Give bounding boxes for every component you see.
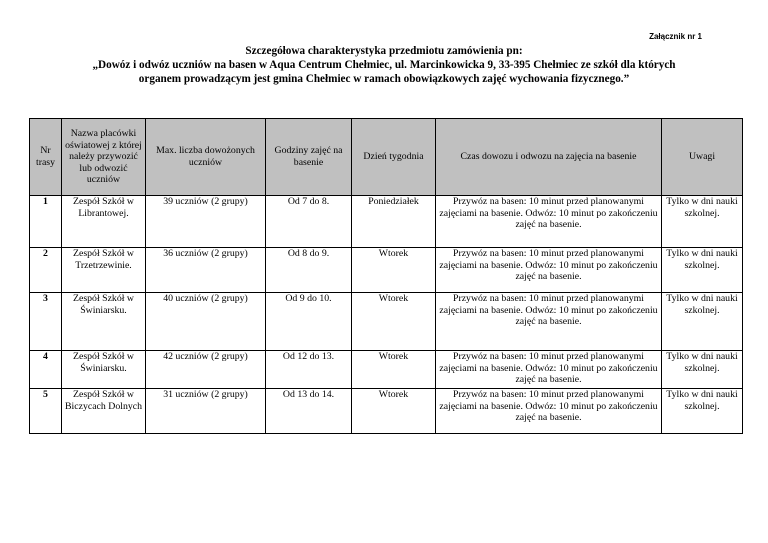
table-row bbox=[30, 389, 743, 434]
cell-max-students: 36 uczniów (2 grupy) bbox=[146, 248, 266, 293]
cell-max-students: 40 uczniów (2 grupy) bbox=[146, 293, 266, 351]
column-header-hours: Godziny zajęć na basenie bbox=[266, 119, 352, 196]
column-header-max-students: Max. liczba dowożonych uczniów bbox=[146, 119, 266, 196]
cell-day: Wtorek bbox=[352, 389, 436, 434]
cell-day: Wtorek bbox=[352, 248, 436, 293]
column-header-notes: Uwagi bbox=[662, 119, 743, 196]
cell-school: Zespół Szkół w Biczycach Dolnych bbox=[62, 389, 146, 434]
table-row bbox=[30, 351, 743, 389]
cell-notes: Tylko w dni nauki szkolnej. bbox=[662, 389, 743, 434]
cell-notes: Tylko w dni nauki szkolnej. bbox=[662, 293, 743, 351]
cell-time: Przywóz na basen: 10 minut przed planowanymi zajęciami na basenie. Odwóz: 10 minut po zakończeniu zajęć na basenie. bbox=[436, 351, 662, 389]
column-header-day: Dzień tygodnia bbox=[352, 119, 436, 196]
cell-notes: Tylko w dni nauki szkolnej. bbox=[662, 196, 743, 248]
cell-hours: Od 13 do 14. bbox=[266, 389, 352, 434]
cell-school: Zespół Szkół w Trzetrzewinie. bbox=[62, 248, 146, 293]
annex-label: Załącznik nr 1 bbox=[649, 32, 702, 41]
column-header-time: Czas dowozu i odwozu na zajęcia na basenie bbox=[436, 119, 662, 196]
document-heading bbox=[0, 44, 768, 86]
heading-line-1: Szczegółowa charakterystyka przedmiotu zamówienia pn: bbox=[245, 45, 523, 57]
cell-max-students: 42 uczniów (2 grupy) bbox=[146, 351, 266, 389]
cell-max-students: 39 uczniów (2 grupy) bbox=[146, 196, 266, 248]
cell-school: Zespół Szkół w Świniarsku. bbox=[62, 351, 146, 389]
table-row bbox=[30, 196, 743, 248]
cell-hours: Od 7 do 8. bbox=[266, 196, 352, 248]
cell-nr: 3 bbox=[30, 293, 62, 351]
cell-nr: 2 bbox=[30, 248, 62, 293]
cell-nr: 1 bbox=[30, 196, 62, 248]
cell-nr: 4 bbox=[30, 351, 62, 389]
cell-nr: 5 bbox=[30, 389, 62, 434]
column-header-school: Nazwa placówki oświatowej z której należy przywozić lub odwozić uczniów bbox=[62, 119, 146, 196]
cell-time: Przywóz na basen: 10 minut przed planowanymi zajęciami na basenie. Odwóz: 10 minut po zakończeniu zajęć na basenie. bbox=[436, 196, 662, 248]
cell-max-students: 31 uczniów (2 grupy) bbox=[146, 389, 266, 434]
cell-hours: Od 9 do 10. bbox=[266, 293, 352, 351]
table-row bbox=[30, 248, 743, 293]
cell-notes: Tylko w dni nauki szkolnej. bbox=[662, 351, 743, 389]
cell-school: Zespół Szkół w Librantowej. bbox=[62, 196, 146, 248]
cell-day: Poniedziałek bbox=[352, 196, 436, 248]
table-header-row bbox=[30, 119, 743, 196]
heading-line-3: organem prowadzącym jest gmina Chełmiec w ramach obowiązkowych zajęć wychowania fizycznego.” bbox=[138, 73, 630, 85]
cell-hours: Od 8 do 9. bbox=[266, 248, 352, 293]
cell-notes: Tylko w dni nauki szkolnej. bbox=[662, 248, 743, 293]
cell-hours: Od 12 do 13. bbox=[266, 351, 352, 389]
cell-time: Przywóz na basen: 10 minut przed planowanymi zajęciami na basenie. Odwóz: 10 minut po zakończeniu zajęć na basenie. bbox=[436, 248, 662, 293]
heading-line-2: „Dowóz i odwóz uczniów na basen w Aqua Centrum Chełmiec, ul. Marcinkowicka 9, 33-395 Chełmiec ze szkół dla których bbox=[92, 59, 676, 71]
cell-day: Wtorek bbox=[352, 351, 436, 389]
cell-time: Przywóz na basen: 10 minut przed planowanymi zajęciami na basenie. Odwóz: 10 minut po zakończeniu zajęć na basenie. bbox=[436, 389, 662, 434]
cell-school: Zespół Szkół w Świniarsku. bbox=[62, 293, 146, 351]
column-header-nr: Nr trasy bbox=[30, 119, 62, 196]
table-row bbox=[30, 293, 743, 351]
cell-day: Wtorek bbox=[352, 293, 436, 351]
cell-time: Przywóz na basen: 10 minut przed planowanymi zajęciami na basenie. Odwóz: 10 minut po zakończeniu zajęć na basenie. bbox=[436, 293, 662, 351]
routes-table bbox=[29, 118, 743, 434]
